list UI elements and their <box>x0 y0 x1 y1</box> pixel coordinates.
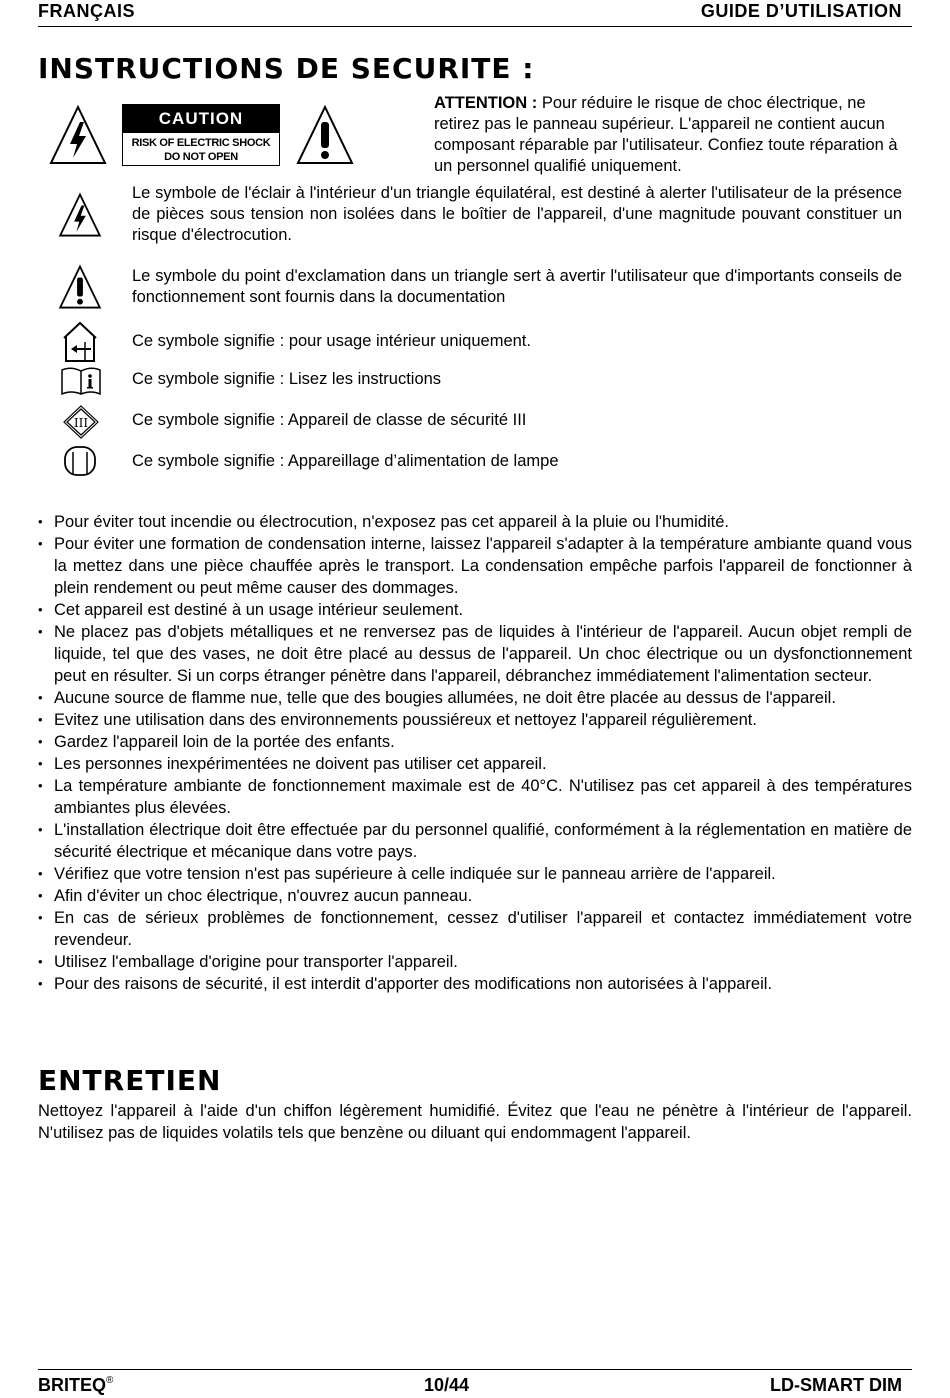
page-header <box>38 0 912 27</box>
list-item: • L'installation électrique doit être effectuée par du personnel qualifié, conformément à la réglementation en matière de sécurité électrique et mécanique dans votre pays. <box>38 819 912 863</box>
page-footer <box>38 1369 912 1398</box>
lamp-control-gear-text: Ce symbole signifie : Appareillage d’alimentation de lampe <box>132 452 559 470</box>
caution-line-1: RISK OF ELECTRIC SHOCK <box>131 137 271 149</box>
list-item: • Ne placez pas d'objets métalliques et ne renversez pas de liquides à l'intérieur de l'appareil. Aucun objet rempli de liquide, tel que des vases, ne doit être placé au dessus de l'appareil. Un choc électrique ou un dysfonctionnement peut en résulter. Si un corps étranger pénètre dans l'appareil, débranchez immédiatement l'alimentation secteur. <box>38 621 912 687</box>
lightning-triangle-icon <box>48 104 108 166</box>
list-item: • En cas de sérieux problèmes de fonctionnement, cessez d'utiliser l'appareil et contactez immédiatement votre revendeur. <box>38 907 912 951</box>
caution-label <box>122 104 280 166</box>
list-item: • Les personnes inexpérimentées ne doivent pas utiliser cet appareil. <box>38 753 912 775</box>
list-item: • Vérifiez que votre tension n'est pas supérieure à celle indiquée sur le panneau arrière de l'appareil. <box>38 863 912 885</box>
list-item: • Pour éviter une formation de condensation interne, laissez l'appareil s'adapter à la température ambiante quand vous la mettez dans une pièce chauffée après le transport. La condensation empêche parfois l'appareil de fonctionner à plein rendement ou peut même causer des dommages. <box>38 533 912 599</box>
list-item: • Pour éviter tout incendie ou électrocution, n'exposez pas cet appareil à la pluie ou l'humidité. <box>38 511 912 533</box>
safety-bullet-list <box>38 511 912 995</box>
read-instructions-text: Ce symbole signifie : Lisez les instructions <box>132 370 442 388</box>
class-iii-text: Ce symbole signifie : Appareil de classe de sécurité III <box>132 411 527 429</box>
exclamation-triangle-icon <box>58 264 102 310</box>
header-language: FRANÇAIS <box>38 1 135 21</box>
list-item: • Pour des raisons de sécurité, il est interdit d'apporter des modifications non autorisées à l'appareil. <box>38 973 912 995</box>
caution-heading: CAUTION <box>123 105 279 133</box>
footer-model: LD-SMART DIM <box>770 1375 902 1395</box>
lightning-explanation: Le symbole de l'éclair à l'intérieur d'un triangle équilatéral, est destiné à alerter l'utilisateur de la présence de pièces sous tension non isolées dans le boîtier de l'appareil, d'une magnitude pouvant constituer un risque d'électrocution. <box>132 184 902 244</box>
list-item: • Afin d'éviter un choc électrique, n'ouvrez aucun panneau. <box>38 885 912 907</box>
read-instructions-icon <box>60 366 102 396</box>
indoor-use-icon <box>61 320 99 364</box>
maintenance-text: Nettoyez l'appareil à l'aide d'un chiffon légèrement humidifié. Évitez que l'eau ne pénètre à l'intérieur de l'appareil. N'utilisez pas de liquides volatils tels que benzène ou diluant qui endommagent l'appareil. <box>38 1102 912 1142</box>
attention-text: Pour réduire le risque de choc électrique, ne retirez pas le panneau supérieur. L'appareil ne contient aucun composant réparable par l'utilisateur. Confiez toute réparation à un personnel qualifié uniquement. <box>434 94 898 175</box>
list-item: • La température ambiante de fonctionnement maximale est de 40°C. N'utilisez pas cet appareil à des températures ambiantes plus élevées. <box>38 775 912 819</box>
maintenance-title: ENTRETIEN <box>38 1064 222 1097</box>
caution-line-2: DO NOT OPEN <box>164 151 238 163</box>
header-guide-title: GUIDE D’UTILISATION <box>700 1 902 21</box>
list-item: • Evitez une utilisation dans des environnements poussiéreux et nettoyez l'appareil régulièrement. <box>38 709 912 731</box>
safety-title: INSTRUCTIONS DE SECURITE : <box>38 52 535 85</box>
list-item: • Utilisez l'emballage d'origine pour transporter l'appareil. <box>38 951 912 973</box>
list-item: • Cet appareil est destiné à un usage intérieur seulement. <box>38 599 912 621</box>
lamp-control-gear-icon <box>62 444 98 478</box>
page-number: 10/44 <box>424 1375 470 1395</box>
list-item: • Aucune source de flamme nue, telle que des bougies allumées, ne doit être placée au dessus de l'appareil. <box>38 687 912 709</box>
svg-text:III: III <box>73 416 89 430</box>
attention-paragraph <box>434 93 904 177</box>
lightning-triangle-icon <box>58 192 102 238</box>
exclamation-triangle-icon <box>295 104 355 166</box>
footer-brand: BRITEQ® <box>38 1375 114 1395</box>
attention-label: ATTENTION : <box>434 94 538 112</box>
indoor-use-text: Ce symbole signifie : pour usage intérieur uniquement. <box>132 332 531 350</box>
exclamation-explanation: Le symbole du point d'exclamation dans un triangle sert à avertir l'utilisateur que d'importants conseils de fonctionnement sont fournis dans la documentation <box>132 267 902 306</box>
list-item: • Gardez l'appareil loin de la portée des enfants. <box>38 731 912 753</box>
class-iii-icon <box>62 404 100 440</box>
registered-mark: ® <box>106 1375 114 1386</box>
